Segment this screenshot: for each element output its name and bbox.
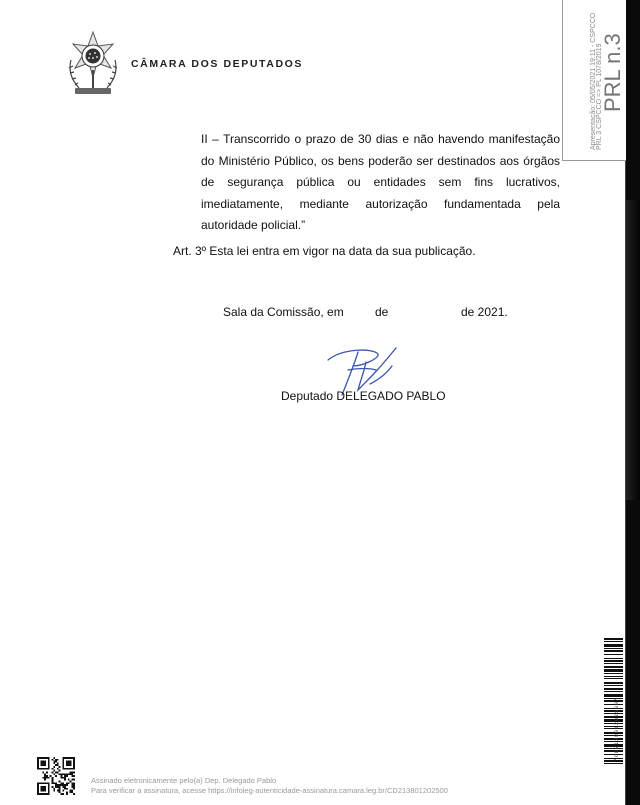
sala-comissao-text: Sala da Comissão, em — [223, 305, 344, 319]
stamp-date-line: Apresentação: 05/05/2021 19:11 - CSPCCO — [590, 12, 597, 150]
page-edge-shadow — [626, 0, 640, 805]
stamp-reference-line: PRL 3 CSPCCO => PL 1078/2019 — [596, 43, 603, 150]
barcode-digits: *CD213801202500* — [614, 696, 620, 761]
footer-signed-text: Assinado eletronicamente pelo(a) Dep. Delegado Pablo — [91, 776, 277, 785]
sala-de-text: de — [375, 305, 389, 319]
stamp-label: PRL n.3 — [600, 33, 625, 112]
article-3: Art. 3º Esta lei entra em vigor na data da sua publicação. — [173, 244, 476, 258]
sala-year-text: de 2021. — [461, 305, 508, 319]
institution-name: CÂMARA DOS DEPUTADOS — [131, 58, 304, 70]
qr-code-icon — [37, 757, 75, 795]
signer-name: Deputado DELEGADO PABLO — [281, 389, 446, 403]
protocol-stamp — [562, 0, 626, 161]
brazil-coat-of-arms-icon — [63, 30, 123, 98]
paragraph-ii: II – Transcorrido o prazo de 30 dias e não havendo manifestação do Ministério Público, os bens poderão ser destinados aos órgãos de segurança pública ou entidades sem fins lucrativos, imediatamente, mediante autorização fundamentada pela autoridade policial.” — [201, 132, 560, 232]
footer-verify-text: Para verificar a assinatura, acesse https://infoleg-autenticidade-assinatura.camara.leg.br/CD213801202500 — [91, 786, 448, 795]
